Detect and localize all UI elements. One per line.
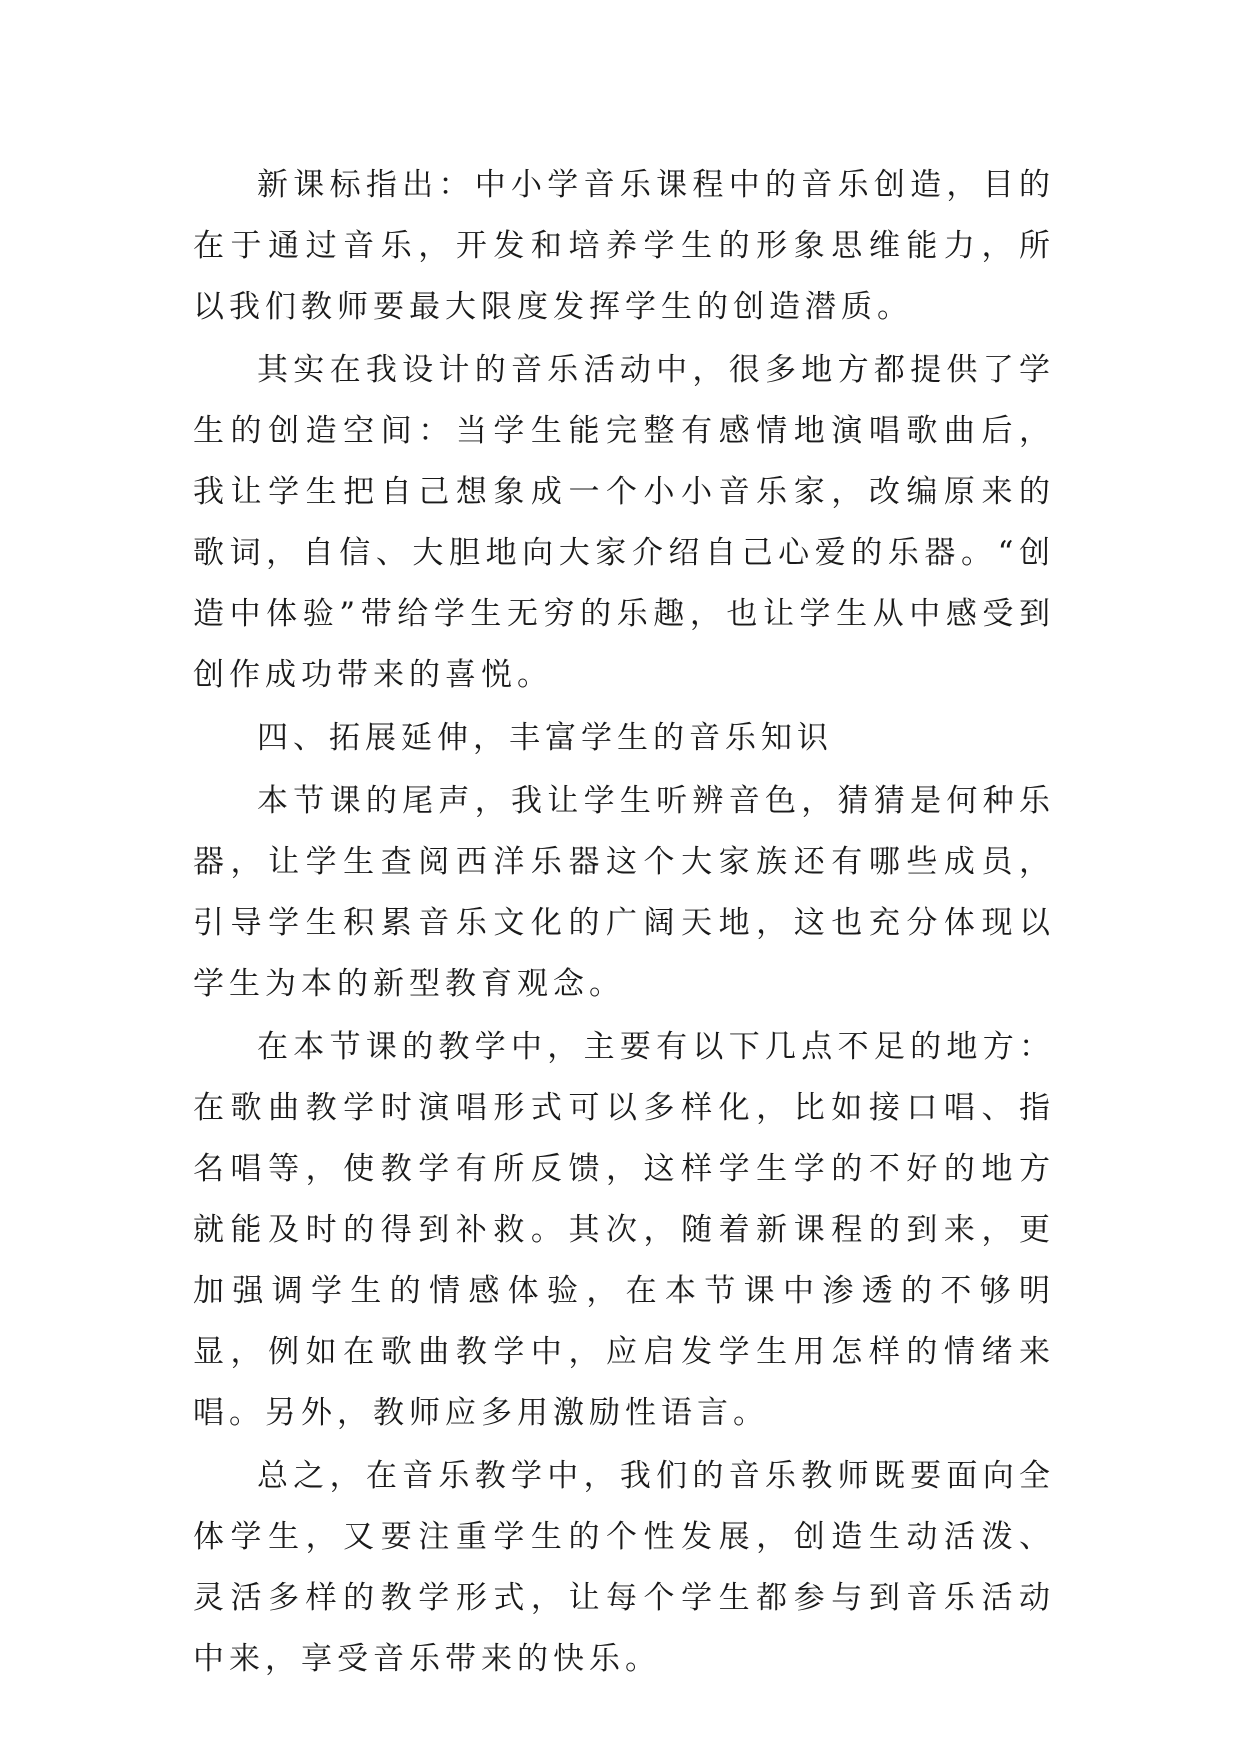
paragraph-1: 新课标指出：中小学音乐课程中的音乐创造，目的在于通过音乐，开发和培养学生的形象思维能力，所以我们教师要最大限度发挥学生的创造潜质。 xyxy=(193,167,1055,325)
section-heading: 四、拓展延伸，丰富学生的音乐知识 xyxy=(257,720,833,756)
paragraph-4: 在本节课的教学中，主要有以下几点不足的地方：在歌曲教学时演唱形式可以多样化，比如接口唱、指名唱等，使教学有所反馈，这样学生学的不好的地方就能及时的得到补救。其次，随着新课程的到来，更加强调学生的情感体验，在本节课中渗透的不够明显，例如在歌曲教学中，应启发学生用怎样的情绪来唱。另外，教师应多用激励性语言。 xyxy=(193,1029,1055,1431)
paragraph-5: 总之，在音乐教学中，我们的音乐教师既要面向全体学生，又要注重学生的个性发展，创造生动活泼、灵活多样的教学形式，让每个学生都参与到音乐活动中来，享受音乐带来的快乐。 xyxy=(193,1458,1055,1677)
document-body xyxy=(193,155,1055,1692)
paragraph-3: 本节课的尾声，我让学生听辨音色，猜猜是何种乐器，让学生查阅西洋乐器这个大家族还有哪些成员，引导学生积累音乐文化的广阔天地，这也充分体现以学生为本的新型教育观念。 xyxy=(193,783,1055,1002)
paragraph-2: 其实在我设计的音乐活动中，很多地方都提供了学生的创造空间：当学生能完整有感情地演唱歌曲后，我让学生把自己想象成一个小小音乐家，改编原来的歌词，自信、大胆地向大家介绍自己心爱的乐器。“创造中体验”带给学生无穷的乐趣，也让学生从中感受到创作成功带来的喜悦。 xyxy=(193,352,1055,693)
